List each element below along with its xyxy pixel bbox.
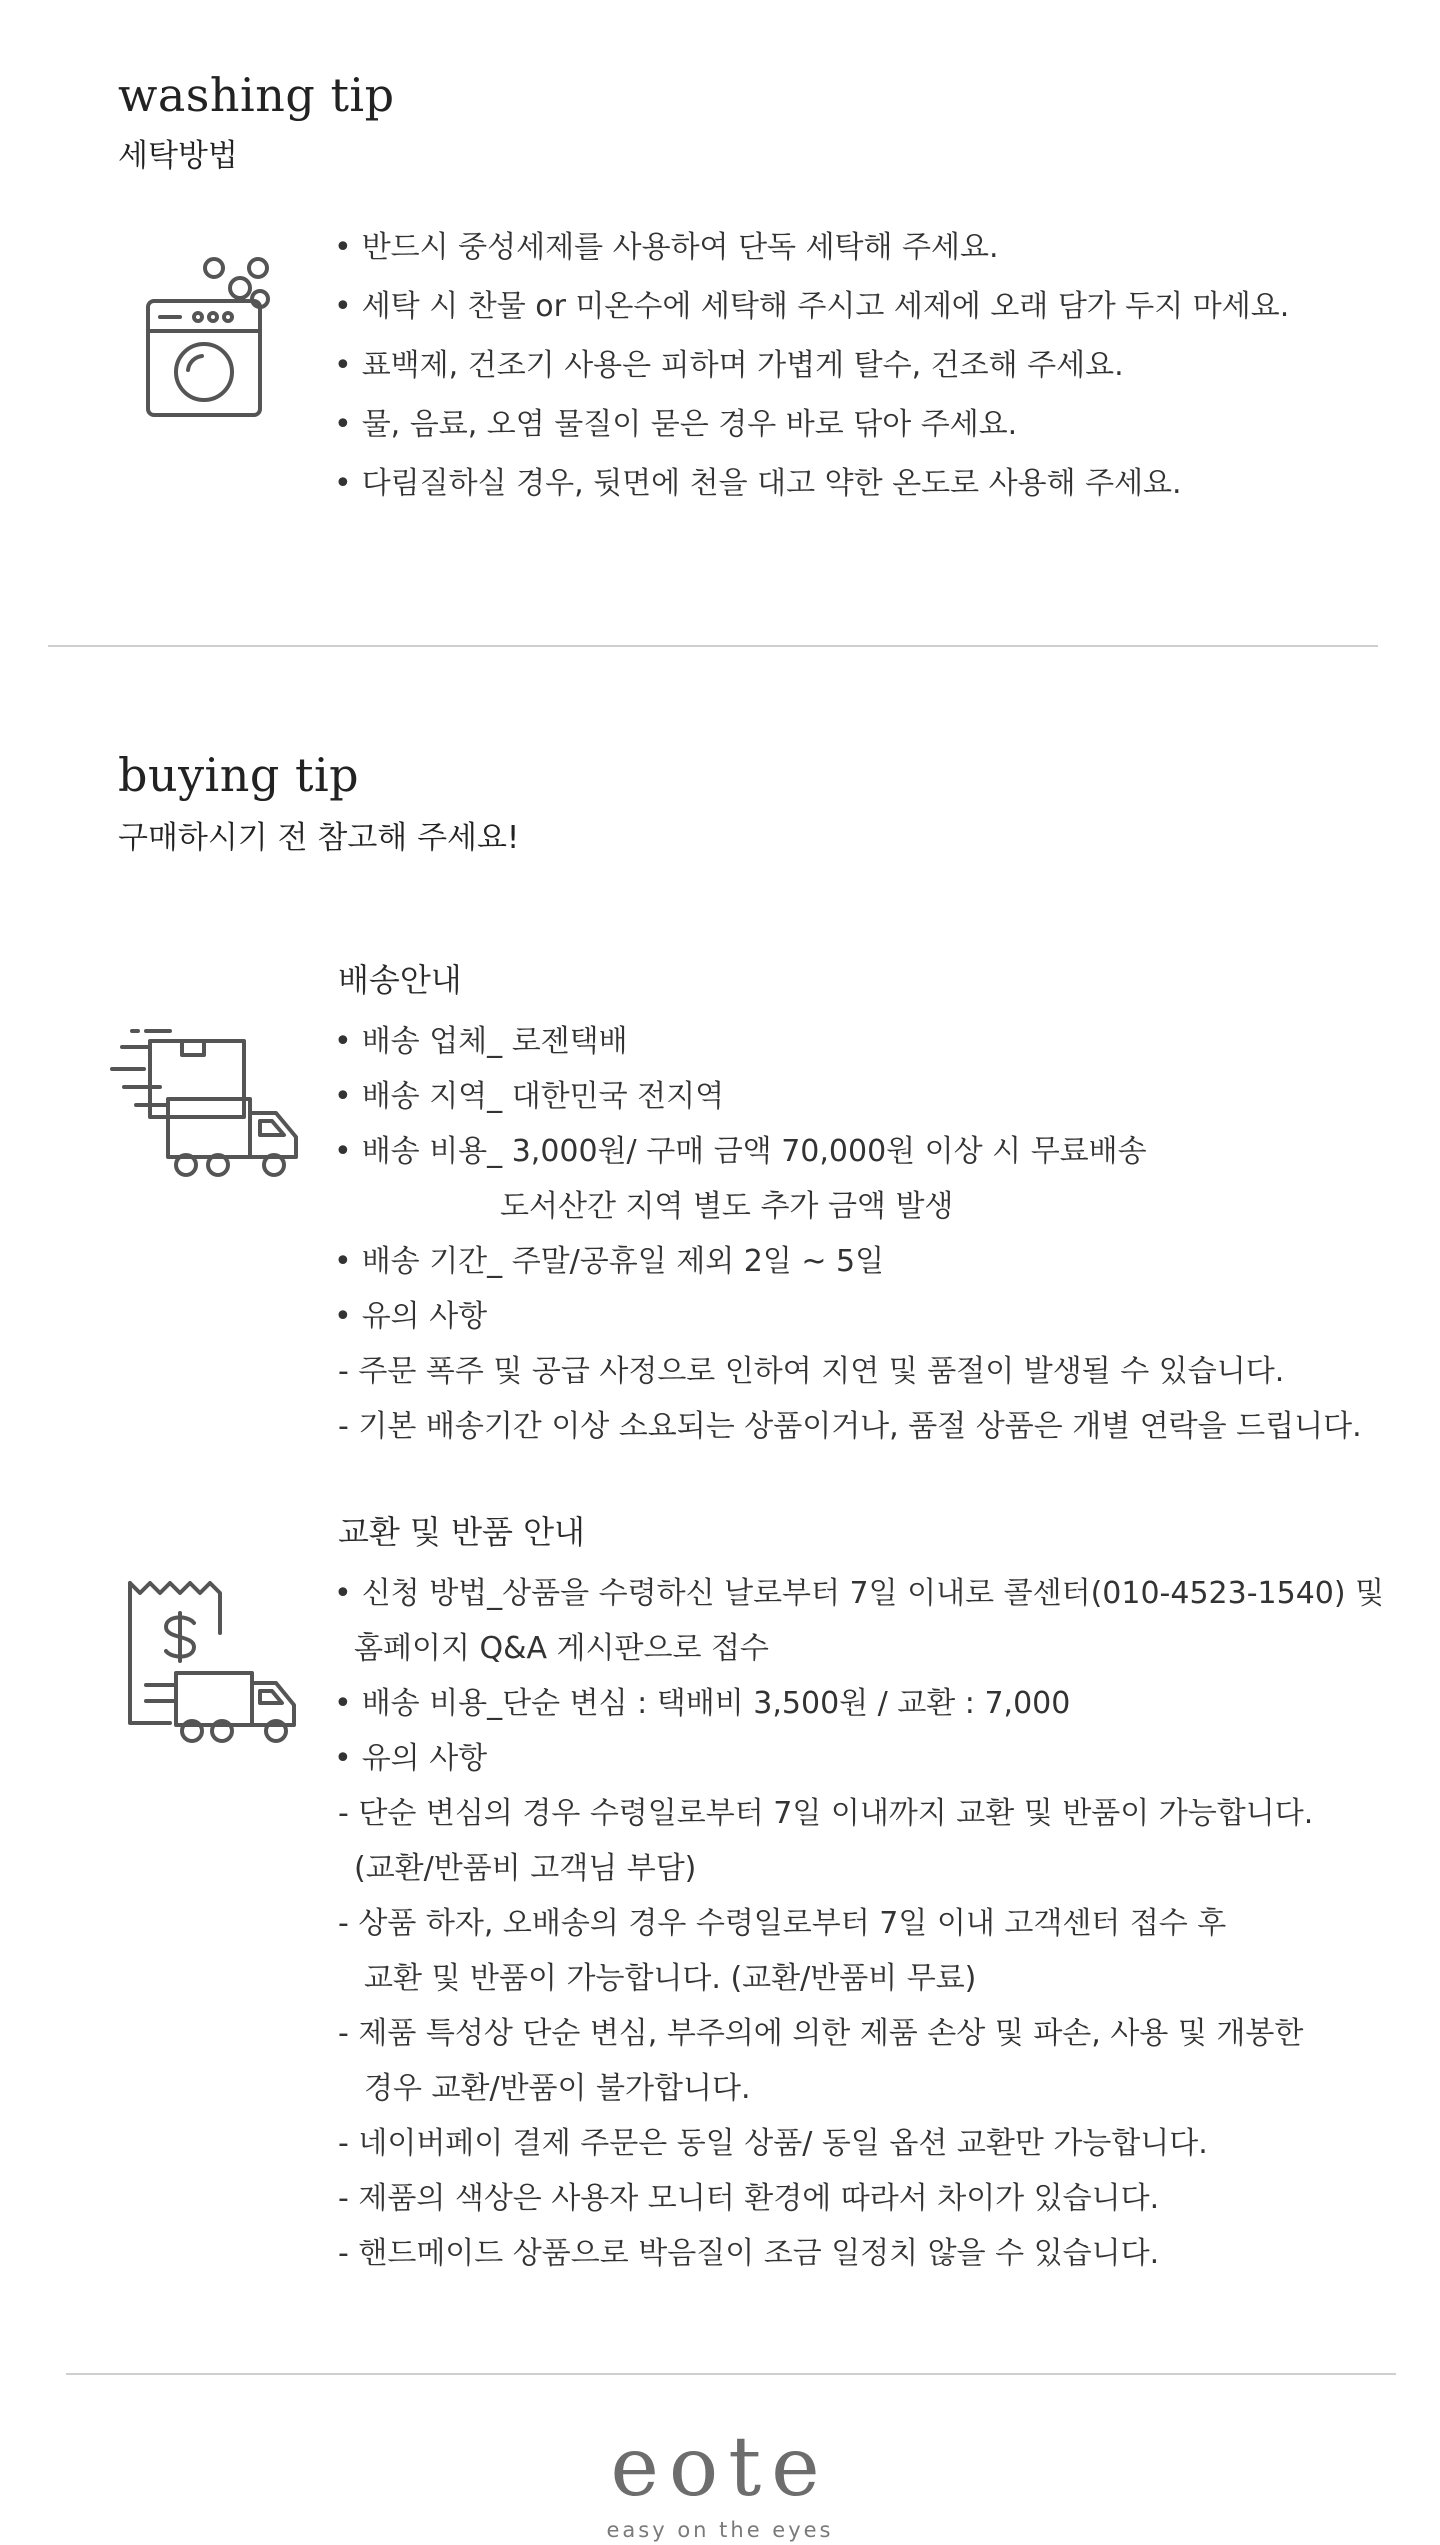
washing-machine-icon	[140, 255, 270, 420]
footer-divider	[66, 2373, 1396, 2375]
brand-tagline: easy on the eyes	[606, 2518, 834, 2542]
delivery-line-2: • 배송 지역_ 대한민국 전지역	[334, 1077, 724, 1117]
exchange-line-4: • 유의 사항	[334, 1739, 487, 1779]
washing-subtitle: 세탁방법	[118, 138, 238, 174]
delivery-line-7: - 주문 폭주 및 공급 사정으로 인하여 지연 및 품절이 발생될 수 있습니다.	[338, 1354, 1285, 1389]
delivery-line-1: • 배송 업체_ 로젠택배	[334, 1022, 628, 1062]
delivery-line-8: - 기본 배송기간 이상 소요되는 상품이거나, 품절 상품은 개별 연락을 드립니다.	[338, 1409, 1362, 1444]
washing-item-1: • 반드시 중성세제를 사용하여 단독 세탁해 주세요.	[334, 228, 999, 268]
exchange-line-6: (교환/반품비 고객님 부담)	[354, 1851, 697, 1886]
exchange-line-9: - 제품 특성상 단순 변심, 부주의에 의한 제품 손상 및 파손, 사용 및 개봉한	[338, 2016, 1304, 2051]
exchange-line-5: - 단순 변심의 경우 수령일로부터 7일 이내까지 교환 및 반품이 가능합니다.	[338, 1796, 1314, 1831]
exchange-line-7: - 상품 하자, 오배송의 경우 수령일로부터 7일 이내 고객센터 접수 후	[338, 1906, 1227, 1941]
delivery-line-4: 도서산간 지역 별도 추가 금액 발생	[500, 1189, 954, 1224]
delivery-heading: 배송안내	[338, 961, 462, 999]
exchange-heading: 교환 및 반품 안내	[338, 1513, 585, 1551]
exchange-line-2: 홈페이지 Q&A 게시판으로 접수	[354, 1631, 769, 1666]
delivery-truck-icon	[110, 1025, 305, 1185]
exchange-line-3: • 배송 비용_단순 변심 : 택배비 3,500원 / 교환 : 7,000	[334, 1684, 1070, 1724]
exchange-line-13: - 핸드메이드 상품으로 박음질이 조금 일정치 않을 수 있습니다.	[338, 2236, 1160, 2271]
washing-item-5: • 다림질하실 경우, 뒷면에 천을 대고 약한 온도로 사용해 주세요.	[334, 464, 1182, 504]
delivery-line-3: • 배송 비용_ 3,000원/ 구매 금액 70,000원 이상 시 무료배송	[334, 1132, 1147, 1172]
washing-item-3: • 표백제, 건조기 사용은 피하며 가볍게 탈수, 건조해 주세요.	[334, 346, 1124, 386]
exchange-line-10: 경우 교환/반품이 불가합니다.	[364, 2071, 751, 2106]
exchange-line-1: • 신청 방법_상품을 수령하신 날로부터 7일 이내로 콜센터(010-4523-1540) 및	[334, 1574, 1384, 1614]
delivery-line-5: • 배송 기간_ 주말/공휴일 제외 2일 ~ 5일	[334, 1242, 884, 1282]
delivery-line-6: • 유의 사항	[334, 1297, 487, 1337]
exchange-line-11: - 네이버페이 결제 주문은 동일 상품/ 동일 옵션 교환만 가능합니다.	[338, 2126, 1208, 2161]
brand-logo: eote	[610, 2420, 830, 2515]
washing-item-2: • 세탁 시 찬물 or 미온수에 세탁해 주시고 세제에 오래 담가 두지 마세요.	[334, 287, 1289, 327]
buying-subtitle: 구매하시기 전 참고해 주세요!	[118, 820, 520, 856]
buying-title: buying tip	[118, 748, 360, 802]
washing-title: washing tip	[118, 68, 395, 122]
receipt-truck-icon	[120, 1575, 305, 1745]
exchange-line-12: - 제품의 색상은 사용자 모니터 환경에 따라서 차이가 있습니다.	[338, 2181, 1160, 2216]
exchange-line-8: 교환 및 반품이 가능합니다. (교환/반품비 무료)	[364, 1961, 977, 1996]
section-divider	[48, 645, 1378, 647]
washing-item-4: • 물, 음료, 오염 물질이 묻은 경우 바로 닦아 주세요.	[334, 405, 1017, 445]
